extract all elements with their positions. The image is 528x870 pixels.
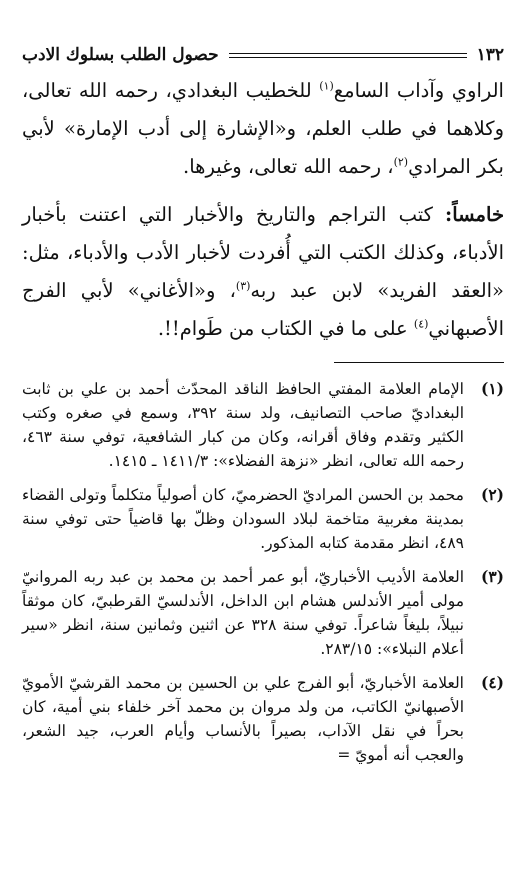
footnote-text: العلامة الأديب الأخباريّ، أبو عمر أحمد بن محمد بن عبد ربه المروانيّ مولى أمير الأندلس هشام ابن الداخل، الأندلسيّ القرطبيّ، كان موثقاً نبيلاً، بليغاً شاعراً. توفي سنة ٣٢٨ عن اثنين وثمانين سنة، انظر «سير أعلام النبلاء»: ٢٨٣/١٥.	[22, 568, 464, 658]
book-page	[22, 38, 504, 777]
footnote-number: (٤)	[480, 673, 504, 692]
header-rule-wrap	[229, 53, 467, 58]
para1-text-a: الراوي وآداب السامع	[333, 79, 504, 102]
page-header	[22, 38, 504, 72]
footnote-ref-2[interactable]: (٢)	[393, 155, 409, 169]
header-rule	[229, 53, 467, 58]
footnote-item	[22, 483, 504, 555]
body-paragraph-2	[22, 196, 504, 348]
footnote-text: محمد بن الحسن المراديّ الحضرميّ، كان أصولياً متكلماً وتولى القضاء بمدينة مغربية متاخمة لبلاد السودان وظلّ بها قاضياً حتى توفي سنة ٤٨٩، انظر مقدمة كتابه المذكور.	[22, 486, 464, 552]
running-title: حصول الطلب بسلوك الادب	[22, 45, 219, 65]
footnote-ref-4[interactable]: (٤)	[413, 317, 429, 331]
footnote-text: العلامة الأخباريّ، أبو الفرج علي بن الحسين بن محمد القرشيّ الأمويّ الأصبهانيّ الكاتب، من ولد مروان بن محمد آخر خلفاء بني أمية، كان بحراً في نقل الآداب، بصيراً بالأنساب وأيام العرب، جيد الشعر، والعجب أنه أمويّ =	[22, 674, 464, 764]
footnote-item	[22, 377, 504, 473]
page-number: ١٣٢	[476, 45, 504, 65]
footnote-number: (٢)	[480, 485, 504, 504]
footnote-separator	[334, 362, 504, 363]
body-paragraph-1	[22, 72, 504, 186]
para1-text-c: ، رحمه الله تعالى، وغيرها.	[183, 155, 394, 178]
footnote-ref-1[interactable]: (١)	[319, 79, 334, 93]
footnote-item	[22, 671, 504, 767]
footnote-ref-3[interactable]: (٣)	[235, 279, 251, 293]
para1-text-b: للخطيب البغدادي، رحمه الله تعالى، وكلاهما في طلب العلم، و«الإشارة إلى أدب الإمارة» لأبي بكر المرادي	[22, 79, 504, 178]
footnote-item	[22, 565, 504, 661]
para2-text-a: كتب التراجم والتاريخ والأخبار التي اعتنت بأخبار الأدباء، وكذلك الكتب التي أُفردت لأخبار الأدب والأدباء، مثل: «العقد الفريد» لابن عبد ربه	[22, 203, 504, 302]
para2-lead: خامساً:	[445, 203, 504, 226]
footnotes	[22, 377, 504, 767]
para2-text-b: ، و«الأغاني» لأبي الفرج الأصبهاني	[22, 279, 504, 340]
paragraph-gap	[22, 186, 504, 196]
footnote-number: (١)	[480, 379, 504, 398]
footnote-number: (٣)	[480, 567, 504, 586]
footnote-text: الإمام العلامة المفتي الحافظ الناقد المحدّث أحمد بن علي بن ثابت البغداديّ صاحب التصانيف، ولد سنة ٣٩٢، وسمع في صغره وكتب الكثير وتقدم وفاق أقرانه، وكان من كبار الشافعية، توفي سنة ٤٦٣، رحمه الله تعالى، انظر «نزهة الفضلاء»: ١٤١١/٣ ـ ١٤١٥.	[22, 380, 465, 470]
para2-text-c: على ما في الكتاب من طَوام!!.	[157, 317, 414, 340]
